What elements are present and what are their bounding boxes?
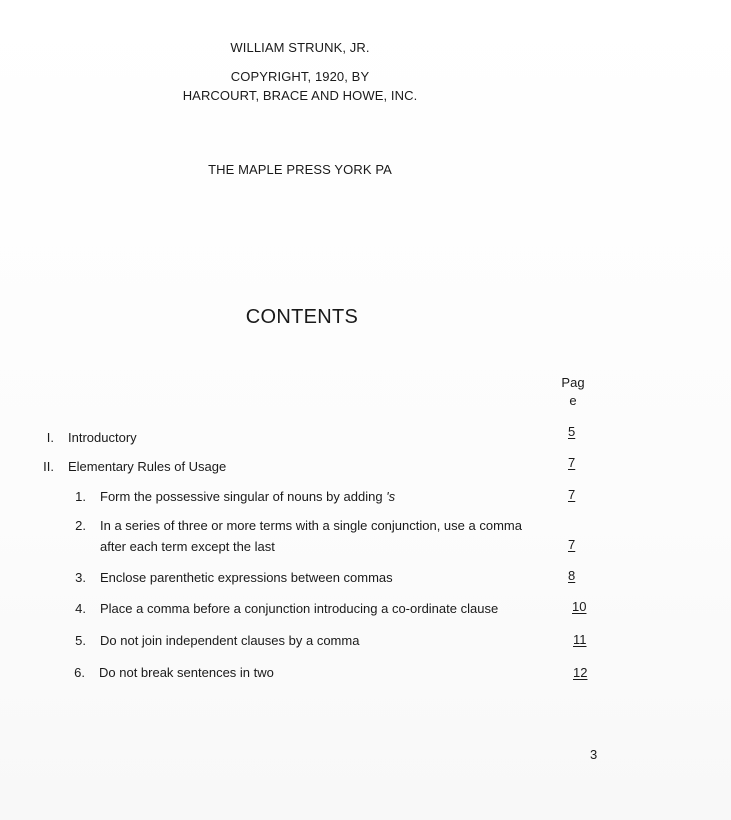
rule-title-suffix: 's bbox=[386, 489, 396, 504]
section-title: Introductory bbox=[68, 430, 137, 445]
rule-number: 5. bbox=[75, 633, 86, 648]
rule-number: 3. bbox=[75, 570, 86, 585]
rule-title: Enclose parenthetic expressions between commas bbox=[100, 570, 393, 585]
section-title: Elementary Rules of Usage bbox=[68, 459, 227, 474]
rule-title-line1: In a series of three or more terms with a single conjunction, use a comma bbox=[100, 518, 522, 533]
section-number: I. bbox=[46, 430, 54, 445]
toc-page-link[interactable]: 5 bbox=[568, 424, 576, 439]
section-number: II. bbox=[43, 459, 54, 474]
page-number: 3 bbox=[590, 747, 598, 762]
rule-number: 1. bbox=[75, 489, 86, 504]
toc-page-link[interactable]: 7 bbox=[568, 537, 576, 552]
rule-title bbox=[100, 487, 395, 507]
page-column-header-line1: Pag bbox=[561, 375, 585, 390]
rule-title: Do not join independent clauses by a comma bbox=[100, 633, 360, 648]
press-line: THE MAPLE PRESS YORK PA bbox=[208, 162, 392, 177]
rule-title: Place a comma before a conjunction introducing a co-ordinate clause bbox=[100, 601, 499, 616]
rule-title-line2: after each term except the last bbox=[100, 539, 275, 554]
rule-title: Do not break sentences in two bbox=[99, 665, 274, 680]
rule-number: 6. bbox=[74, 665, 85, 680]
copyright-line: COPYRIGHT, 1920, BY bbox=[230, 69, 370, 84]
toc-page-link[interactable]: 7 bbox=[568, 487, 576, 502]
toc-page-link[interactable]: 12 bbox=[573, 665, 588, 680]
toc-page-link[interactable]: 8 bbox=[568, 568, 576, 583]
rule-number: 2. bbox=[75, 518, 86, 533]
rule-number: 4. bbox=[75, 601, 86, 616]
toc-page-link[interactable]: 10 bbox=[572, 599, 587, 614]
toc-page-link[interactable]: 7 bbox=[568, 455, 576, 470]
publisher-line: HARCOURT, BRACE AND HOWE, INC. bbox=[182, 88, 418, 103]
author-name: WILLIAM STRUNK, JR. bbox=[230, 40, 370, 55]
rule-title-text: Form the possessive singular of nouns by adding bbox=[100, 489, 387, 504]
page-column-header-line2: e bbox=[569, 393, 577, 408]
contents-heading: CONTENTS bbox=[245, 306, 359, 328]
toc-page-link[interactable]: 11 bbox=[573, 632, 587, 647]
page-column-header bbox=[560, 374, 586, 410]
